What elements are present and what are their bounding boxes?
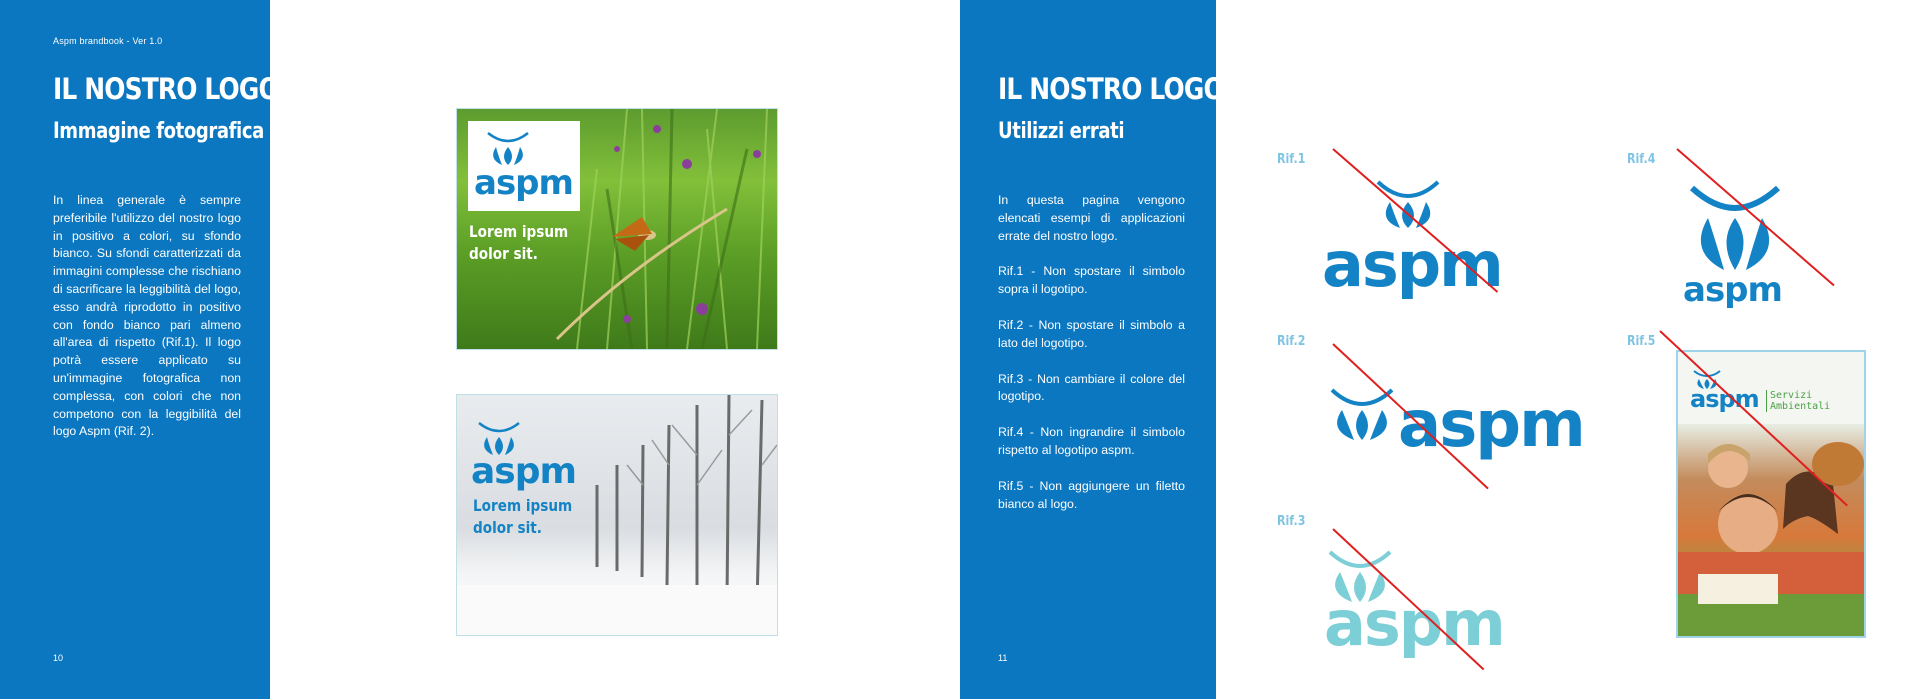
aspm-wordmark: aspm xyxy=(1683,270,1782,310)
example-ref-label: Rif.3 xyxy=(1277,514,1306,529)
example-ref-label: Rif.5 xyxy=(1627,334,1656,349)
paragraph: Rif.3 - Non cambiare il colore del logotipo. xyxy=(998,371,1185,404)
aspm-symbol-icon xyxy=(1368,170,1448,230)
brandbook-header: Aspm brandbook - Ver 1.0 xyxy=(53,36,163,46)
family-photo-illustration xyxy=(1678,424,1864,636)
body-text: In linea generale è sempre preferibile l'utilizzo del nostro logo in positivo a colori, su sfondo bianco. Su sfondi caratterizzati da immagini complesse che rischiano di sacrificare la leggibilità del logo, esso andrà riprodotto in positivo con fondo bianco pari almeno all'area di rispetto (Rif.1). Il logo potrà essere applicato su un'immagine fotografica non complessa, con colori che non competono con la leggibilità del logo Aspm (Rif. 2). xyxy=(53,193,241,439)
photo-family-with-logo xyxy=(1676,350,1866,638)
aspm-wordmark: aspm xyxy=(474,163,573,203)
aspm-wordmark-teal: aspm xyxy=(1324,587,1504,660)
page-title: IL NOSTRO LOGO xyxy=(998,72,1224,106)
page-title: IL NOSTRO LOGO xyxy=(53,72,279,106)
example-ref-label: Rif.1 xyxy=(1277,152,1306,167)
aspm-wordmark: aspm xyxy=(1398,388,1584,462)
aspm-wordmark: aspm xyxy=(1690,385,1759,413)
paragraph: Rif.4 - Non ingrandire il simbolo rispetto al logotipo aspm. xyxy=(998,425,1185,457)
logo-tagline-line2: Ambientali xyxy=(1770,401,1831,412)
aspm-symbol-enlarged-icon xyxy=(1680,174,1790,274)
example-ref-label: Rif.4 xyxy=(1627,152,1656,167)
photo-meadow xyxy=(456,108,778,350)
logo-white-box xyxy=(468,121,580,211)
example-ref-label: Rif.2 xyxy=(1277,334,1306,349)
photo-caption-line1: Lorem ipsum xyxy=(473,496,573,515)
paragraph: In questa pagina vengono elencati esempi di applicazioni errate del nostro logo. xyxy=(998,193,1185,243)
body-text xyxy=(998,192,1185,531)
photo-winter xyxy=(456,394,778,636)
page-11-sidebar xyxy=(960,0,1224,699)
photo-caption-line1: Lorem ipsum xyxy=(469,222,569,241)
paragraph: Rif.5 - Non aggiungere un filetto bianco al logo. xyxy=(998,478,1185,511)
aspm-wordmark: aspm xyxy=(1322,228,1502,301)
aspm-symbol-icon xyxy=(478,125,538,167)
page-subtitle: Utilizzi errati xyxy=(998,119,1125,144)
page-number: 10 xyxy=(53,653,64,663)
paragraph: Rif.1 - Non spostare il simbolo sopra il logotipo. xyxy=(998,264,1185,297)
photo-caption-line2: dolor sit. xyxy=(469,244,538,263)
aspm-symbol-icon xyxy=(1322,378,1402,442)
aspm-wordmark: aspm xyxy=(471,451,577,492)
logo-tagline-line1: Servizi xyxy=(1770,390,1813,401)
page-subtitle: Immagine fotografica xyxy=(53,119,264,144)
photo-caption-line2: dolor sit. xyxy=(473,518,542,537)
paragraph: Rif.2 - Non spostare il simbolo a lato del logotipo. xyxy=(998,317,1185,350)
page-number: 11 xyxy=(998,653,1008,663)
page-10-sidebar xyxy=(0,0,279,699)
